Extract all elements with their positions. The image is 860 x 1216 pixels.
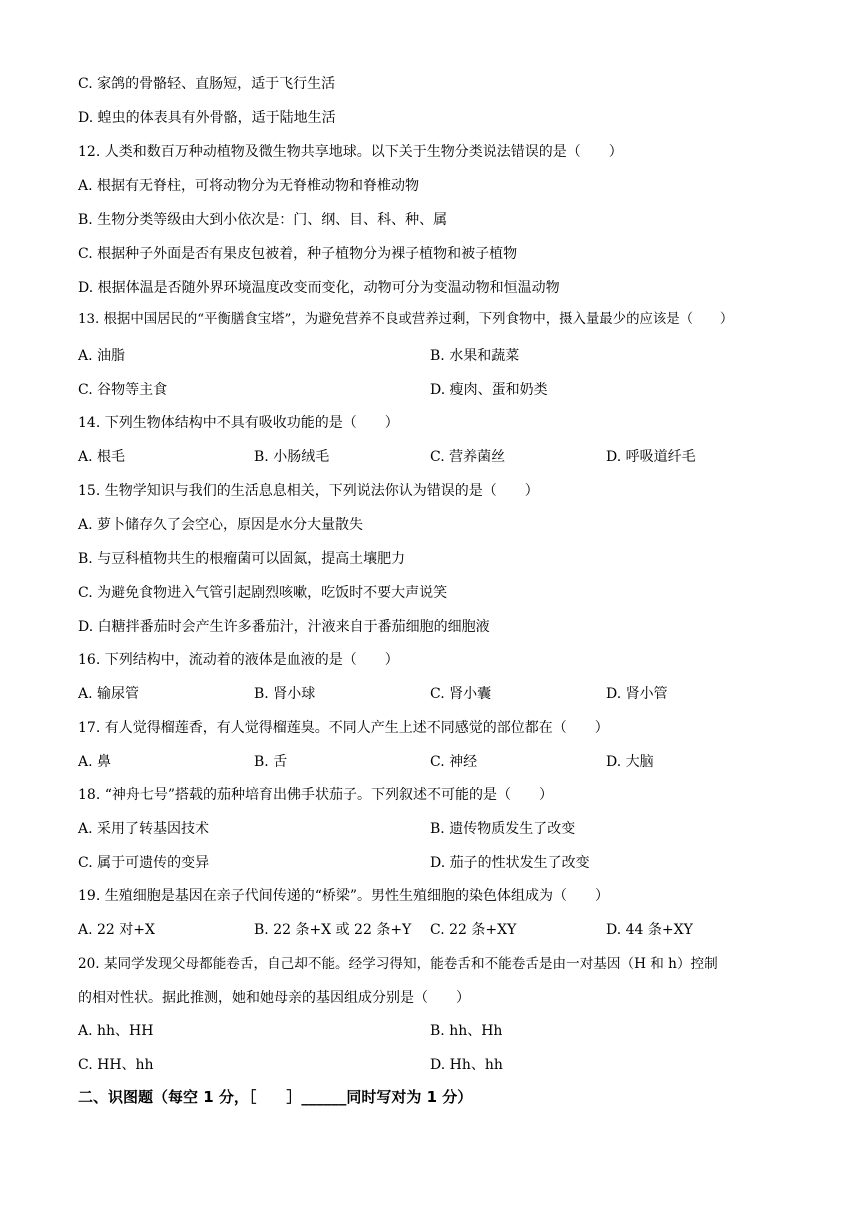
q20-option-d: D. Hh、hh	[430, 1057, 503, 1073]
q16-option-d: D. 肾小管	[606, 686, 668, 702]
q13-option-c: C. 谷物等主食	[78, 382, 168, 398]
q17-option-c: C. 神经	[430, 754, 478, 770]
q12-option-d: D. 根据体温是否随外界环境温度改变而变化，动物可分为变温动物和恒温动物	[78, 280, 560, 296]
q19-option-a: A. 22 对+X	[78, 922, 155, 938]
q18-option-a: A. 采用了转基因技术	[78, 821, 210, 837]
q15-option-b: B. 与豆科植物共生的根瘤菌可以固氮，提高土壤肥力	[78, 551, 406, 567]
q18-option-b: B. 遗传物质发生了改变	[430, 821, 576, 837]
q19-option-b: B. 22 条+X 或 22 条+Y	[254, 922, 412, 938]
q14-option-d: D. 呼吸道纤毛	[606, 449, 696, 465]
q13-option-b: B. 水果和蔬菜	[430, 348, 520, 364]
q16-option-c: C. 肾小囊	[430, 686, 492, 702]
q18-option-d: D. 茄子的性状发生了改变	[430, 855, 590, 871]
q19-option-d: D. 44 条+XY	[606, 922, 693, 938]
q13-option-a: A. 油脂	[78, 348, 126, 364]
q19-option-c: C. 22 条+XY	[430, 922, 517, 938]
q14-option-b: B. 小肠绒毛	[254, 449, 330, 465]
q17-option-b: B. 舌	[254, 754, 288, 770]
q15-stem: 15. 生物学知识与我们的生活息息相关，下列说法你认为错误的是（ ）	[78, 483, 539, 499]
q14-option-a: A. 根毛	[78, 449, 126, 465]
q20-option-a: A. hh、HH	[78, 1023, 154, 1039]
q17-option-d: D. 大脑	[606, 754, 654, 770]
q11-option-d: D. 蝗虫的体表具有外骨骼，适于陆地生活	[78, 110, 336, 126]
q11-option-c: C. 家鸽的骨骼轻、直肠短，适于飞行生活	[78, 76, 336, 92]
q12-stem: 12. 人类和数百万种动植物及微生物共享地球。以下关于生物分类说法错误的是（ ）	[78, 144, 623, 160]
q16-option-b: B. 肾小球	[254, 686, 316, 702]
q20-stem-line2: 的相对性状。据此推测，她和她母亲的基因组成分别是（ ）	[78, 990, 470, 1006]
q17-option-a: A. 鼻	[78, 754, 112, 770]
q13-stem: 13. 根据中国居民的“平衡膳食宝塔”，为避免营养不良或营养过剩，下列食物中，摄入量最少的应该是（ ）	[78, 312, 734, 327]
q20-option-b: B. hh、Hh	[430, 1023, 503, 1039]
q15-option-c: C. 为避免食物进入气管引起剧烈咳嗽，吃饭时不要大声说笑	[78, 585, 448, 601]
q12-option-b: B. 生物分类等级由大到小依次是：门、纲、目、科、种、属	[78, 212, 448, 228]
section-title: 二、识图题（每空 1 分，［ ］______同时写对为 1 分）	[78, 1088, 473, 1106]
q12-option-c: C. 根据种子外面是否有果皮包被着，种子植物分为裸子植物和被子植物	[78, 246, 518, 262]
q19-stem: 19. 生殖细胞是基因在亲子代间传递的“桥梁”。男性生殖细胞的染色体组成为（ ）	[78, 888, 610, 904]
q18-stem: 18. “神舟七号”搭载的茄种培育出佛手状茄子。下列叙述不可能的是（ ）	[78, 787, 554, 803]
q16-option-a: A. 输尿管	[78, 686, 140, 702]
q18-option-c: C. 属于可遗传的变异	[78, 855, 210, 871]
q14-option-c: C. 营养菌丝	[430, 449, 506, 465]
q16-stem: 16. 下列结构中，流动着的液体是血液的是（ ）	[78, 652, 399, 668]
q20-stem-line1: 20. 某同学发现父母都能卷舌，自己却不能。经学习得知，能卷舌和不能卷舌是由一对基因（H 和 h）控制	[78, 956, 718, 972]
q13-option-d: D. 瘦肉、蛋和奶类	[430, 382, 548, 398]
q17-stem: 17. 有人觉得榴莲香，有人觉得榴莲臭。不同人产生上述不同感觉的部位都在（ ）	[78, 720, 609, 736]
q15-option-d: D. 白糖拌番茄时会产生许多番茄汁，汁液来自于番茄细胞的细胞液	[78, 619, 490, 635]
q15-option-a: A. 萝卜储存久了会空心，原因是水分大量散失	[78, 517, 364, 533]
q12-option-a: A. 根据有无脊柱，可将动物分为无脊椎动物和脊椎动物	[78, 178, 420, 194]
q14-stem: 14. 下列生物体结构中不具有吸收功能的是（ ）	[78, 415, 399, 431]
q20-option-c: C. HH、hh	[78, 1057, 154, 1073]
